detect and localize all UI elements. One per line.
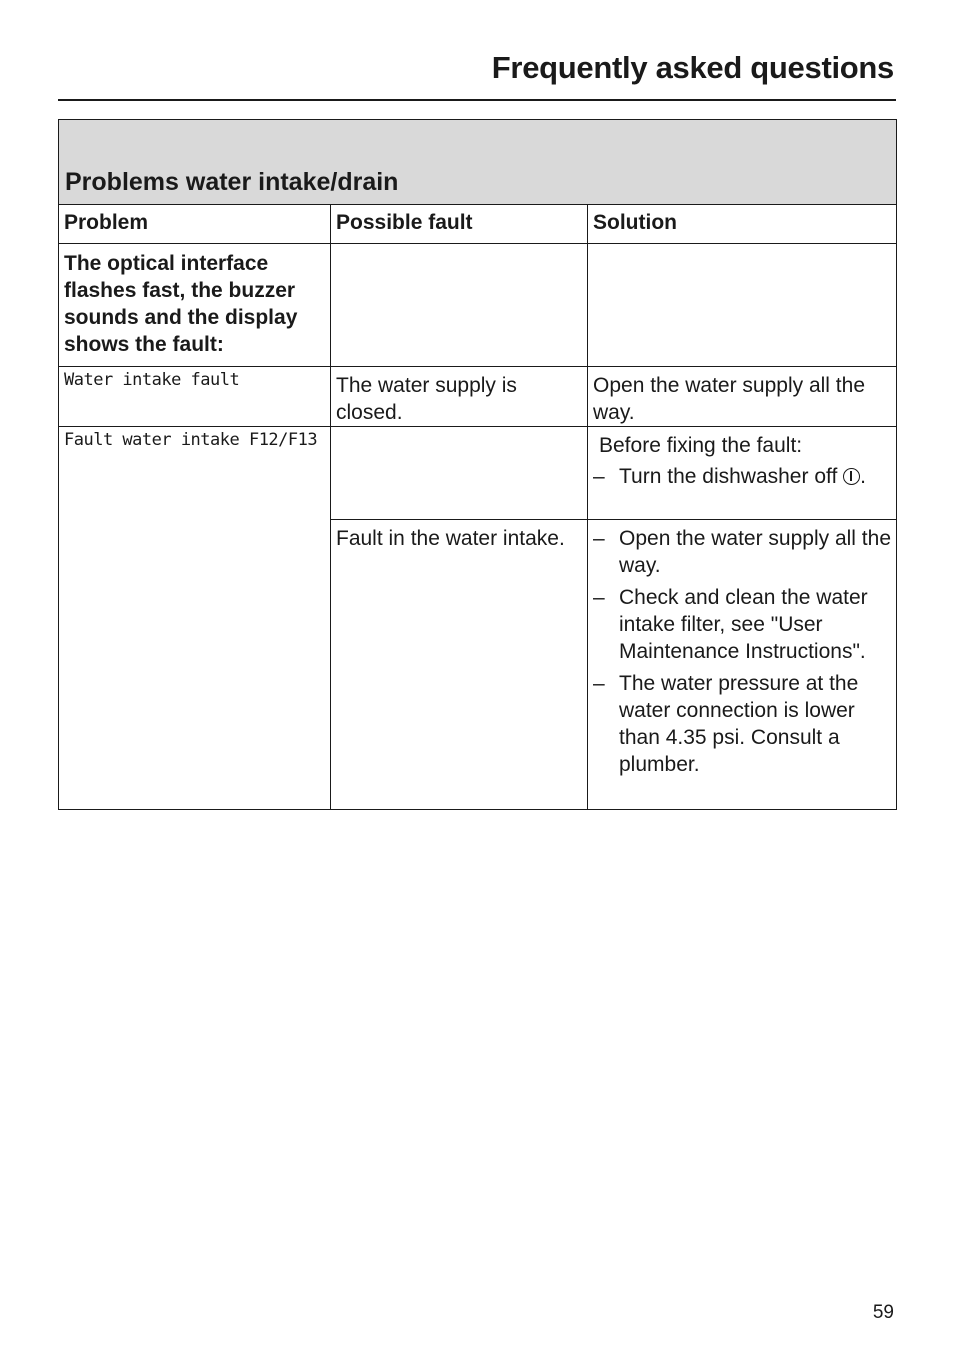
possible-fault: Fault in the water intake. [331, 520, 588, 810]
title-divider [58, 99, 896, 101]
solution-lead: Before fixing the fault: [599, 434, 803, 457]
table-row [59, 244, 897, 367]
list-item [593, 584, 891, 665]
section-title: Problems water intake/drain [59, 120, 897, 205]
empty-cell [331, 244, 588, 367]
page-title: Frequently asked questions [491, 50, 894, 85]
table-row [59, 427, 897, 520]
page-number: 59 [872, 1302, 894, 1323]
dash-bullet: – [593, 465, 605, 488]
column-header-problem: Problem [59, 205, 331, 244]
solution-steps [588, 520, 897, 810]
column-header-row [59, 205, 897, 244]
power-icon [843, 468, 860, 485]
display-message-f12-f13: Fault water intake F12/F13 [59, 427, 331, 810]
step-text-end: . [860, 465, 866, 488]
table-row [59, 367, 897, 427]
solution: Open the water supply all the way. [588, 367, 897, 427]
column-header-fault: Possible fault [331, 205, 588, 244]
step-text: Turn the dishwasher off [619, 465, 838, 488]
dash-bullet: – [593, 586, 605, 609]
step-text: Open the water supply all the way. [619, 527, 891, 577]
preparation-steps [593, 463, 891, 490]
dash-bullet: – [593, 527, 605, 550]
step-text: Check and clean the water intake filter, see "User Maintenance Instructions". [619, 586, 868, 663]
list-item [593, 525, 891, 579]
solution-preparation [588, 427, 897, 520]
column-header-solution: Solution [588, 205, 897, 244]
possible-fault: The water supply is closed. [331, 367, 588, 427]
empty-cell [588, 244, 897, 367]
list-item [593, 670, 891, 778]
list-item [593, 463, 891, 490]
display-message-water-intake: Water intake fault [59, 367, 331, 427]
section-header-row [59, 120, 897, 205]
dash-bullet: – [593, 672, 605, 695]
problem-intro: The optical interface flashes fast, the buzzer sounds and the display shows the fault: [59, 244, 331, 367]
faq-table [58, 119, 897, 810]
step-text: The water pressure at the water connection is lower than 4.35 psi. Consult a plumber. [619, 672, 859, 776]
solution-list [593, 525, 891, 778]
empty-cell [331, 427, 588, 520]
